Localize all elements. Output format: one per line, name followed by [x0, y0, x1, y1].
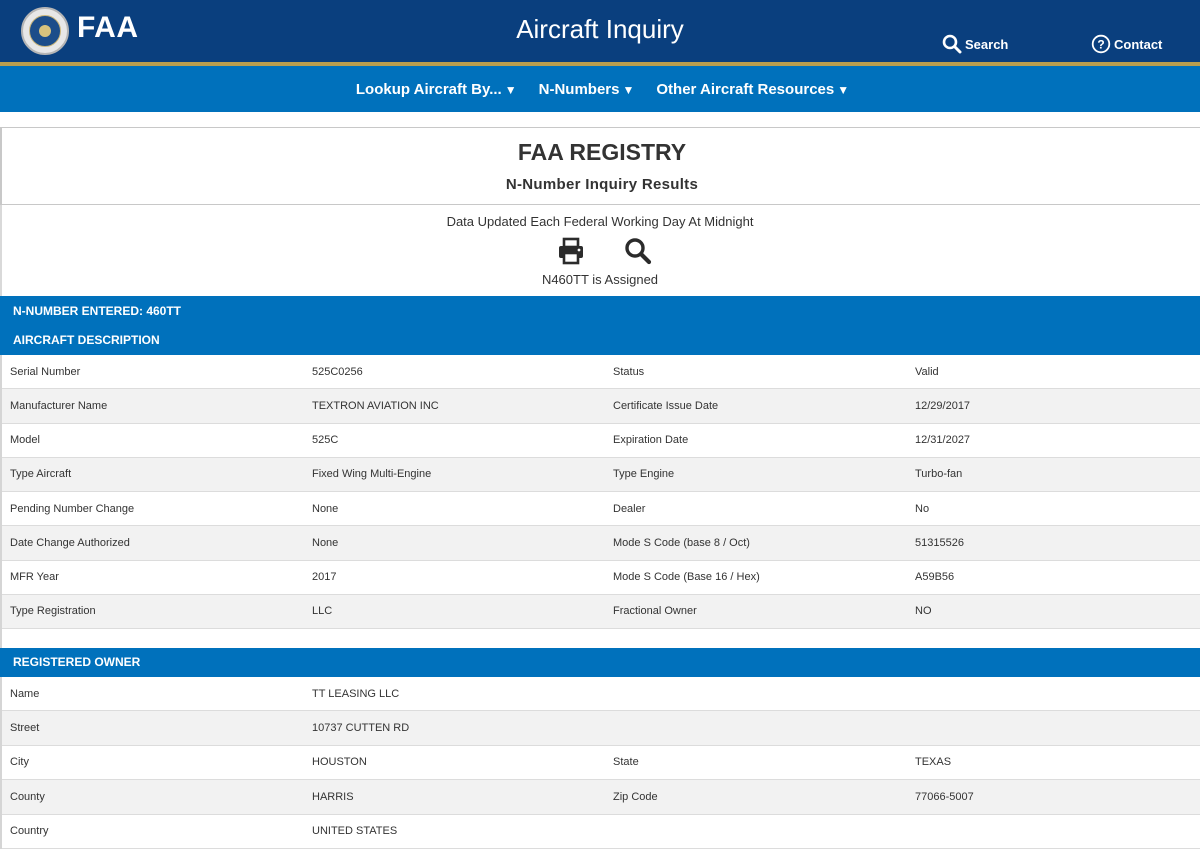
table-row [2, 561, 1200, 595]
field-label: County [10, 790, 45, 803]
field-label: State [613, 756, 639, 769]
field-value: TEXTRON AVIATION INC [312, 399, 439, 412]
field-label: Mode S Code (Base 16 / Hex) [613, 571, 760, 584]
field-label: Fractional Owner [613, 605, 697, 618]
field-label: Serial Number [10, 365, 81, 378]
nav-lookup-aircraft[interactable] [356, 81, 517, 98]
field-label: Zip Code [613, 790, 658, 803]
search-link[interactable] [942, 33, 1008, 55]
field-value: None [312, 502, 339, 515]
field-value: HOUSTON [312, 756, 367, 769]
table-row [2, 458, 1200, 492]
field-value: UNITED STATES [312, 825, 398, 838]
field-value: HARRIS [312, 790, 354, 803]
nav-label: Other Aircraft Resources [656, 80, 835, 98]
table-row [2, 424, 1200, 458]
contact-link[interactable] [1091, 33, 1162, 55]
caret-down-icon: ▼ [622, 82, 635, 97]
search-icon [942, 34, 962, 54]
field-label: Type Aircraft [10, 468, 72, 481]
field-label: Model [10, 434, 40, 447]
field-value: A59B56 [915, 571, 955, 584]
svg-text:?: ? [1097, 37, 1105, 52]
caret-down-icon: ▼ [504, 82, 517, 97]
nav-label: N-Numbers [538, 80, 620, 98]
table-row [2, 389, 1200, 423]
field-value: 12/29/2017 [915, 399, 971, 412]
nav-n-numbers[interactable] [539, 81, 635, 98]
section-spacer [0, 629, 1200, 648]
page-title: FAA REGISTRY [517, 139, 687, 165]
main-nav [0, 66, 1200, 112]
table-row [2, 711, 1200, 745]
field-value: 51315526 [915, 536, 964, 549]
contact-label: Contact [1114, 36, 1163, 52]
field-label: Status [613, 365, 645, 378]
field-value: 77066-5007 [915, 790, 974, 803]
registered-owner-heading: REGISTERED OWNER [0, 648, 1200, 677]
field-value: NO [915, 605, 932, 618]
field-label: Dealer [613, 502, 646, 515]
print-button[interactable] [557, 236, 585, 266]
page-subtitle: N-Number Inquiry Results [505, 176, 699, 193]
print-icon [557, 236, 585, 266]
magnifier-button[interactable] [624, 236, 652, 266]
nav-label: Lookup Aircraft By... [355, 80, 502, 98]
field-value: None [312, 536, 339, 549]
search-label: Search [965, 36, 1009, 52]
field-value: Fixed Wing Multi-Engine [312, 468, 432, 481]
aircraft-description-heading: AIRCRAFT DESCRIPTION [0, 326, 1200, 355]
field-value: 525C0256 [312, 365, 363, 378]
table-row [2, 355, 1200, 389]
top-header [0, 0, 1200, 62]
field-value: No [915, 502, 930, 515]
nav-other-resources[interactable] [656, 81, 849, 98]
field-label: Pending Number Change [10, 502, 135, 515]
aircraft-description-table [0, 355, 1200, 629]
field-value: 525C [312, 434, 339, 447]
table-row [2, 780, 1200, 814]
table-row [2, 492, 1200, 526]
brand-logo-text[interactable]: FAA [77, 11, 139, 44]
field-label: Type Registration [10, 605, 96, 618]
field-label: MFR Year [10, 571, 59, 584]
caret-down-icon: ▼ [837, 82, 850, 97]
field-value: 2017 [312, 571, 337, 584]
field-label: Manufacturer Name [10, 399, 108, 412]
field-label: Certificate Issue Date [613, 399, 719, 412]
registered-owner-table [0, 677, 1200, 849]
field-label: Date Change Authorized [10, 536, 130, 549]
table-row [2, 595, 1200, 629]
update-note: Data Updated Each Federal Working Day At Midnight [446, 214, 754, 229]
magnifier-icon [624, 236, 652, 266]
field-label: Country [10, 825, 49, 838]
field-label: Expiration Date [613, 434, 689, 447]
field-label: Mode S Code (base 8 / Oct) [613, 536, 750, 549]
field-value: 12/31/2027 [915, 434, 971, 447]
field-value: LLC [312, 605, 333, 618]
field-value: Valid [915, 365, 939, 378]
table-row [2, 526, 1200, 560]
field-value: Turbo-fan [915, 468, 963, 481]
app-title: Aircraft Inquiry [516, 14, 684, 44]
assignment-status: N460TT is Assigned [541, 272, 659, 287]
table-row [2, 746, 1200, 780]
field-label: City [10, 756, 29, 769]
field-value: TEXAS [915, 756, 952, 769]
field-label: Type Engine [613, 468, 675, 481]
table-row [2, 677, 1200, 711]
field-label: Name [10, 687, 40, 700]
n-number-entered-bar: N-NUMBER ENTERED: 460TT [0, 296, 1200, 326]
field-value: 10737 CUTTEN RD [312, 722, 410, 735]
help-circle-icon [1091, 34, 1111, 54]
registry-title-box [0, 127, 1200, 205]
field-value: TT LEASING LLC [312, 687, 400, 700]
table-row [2, 815, 1200, 849]
field-label: Street [10, 722, 40, 735]
